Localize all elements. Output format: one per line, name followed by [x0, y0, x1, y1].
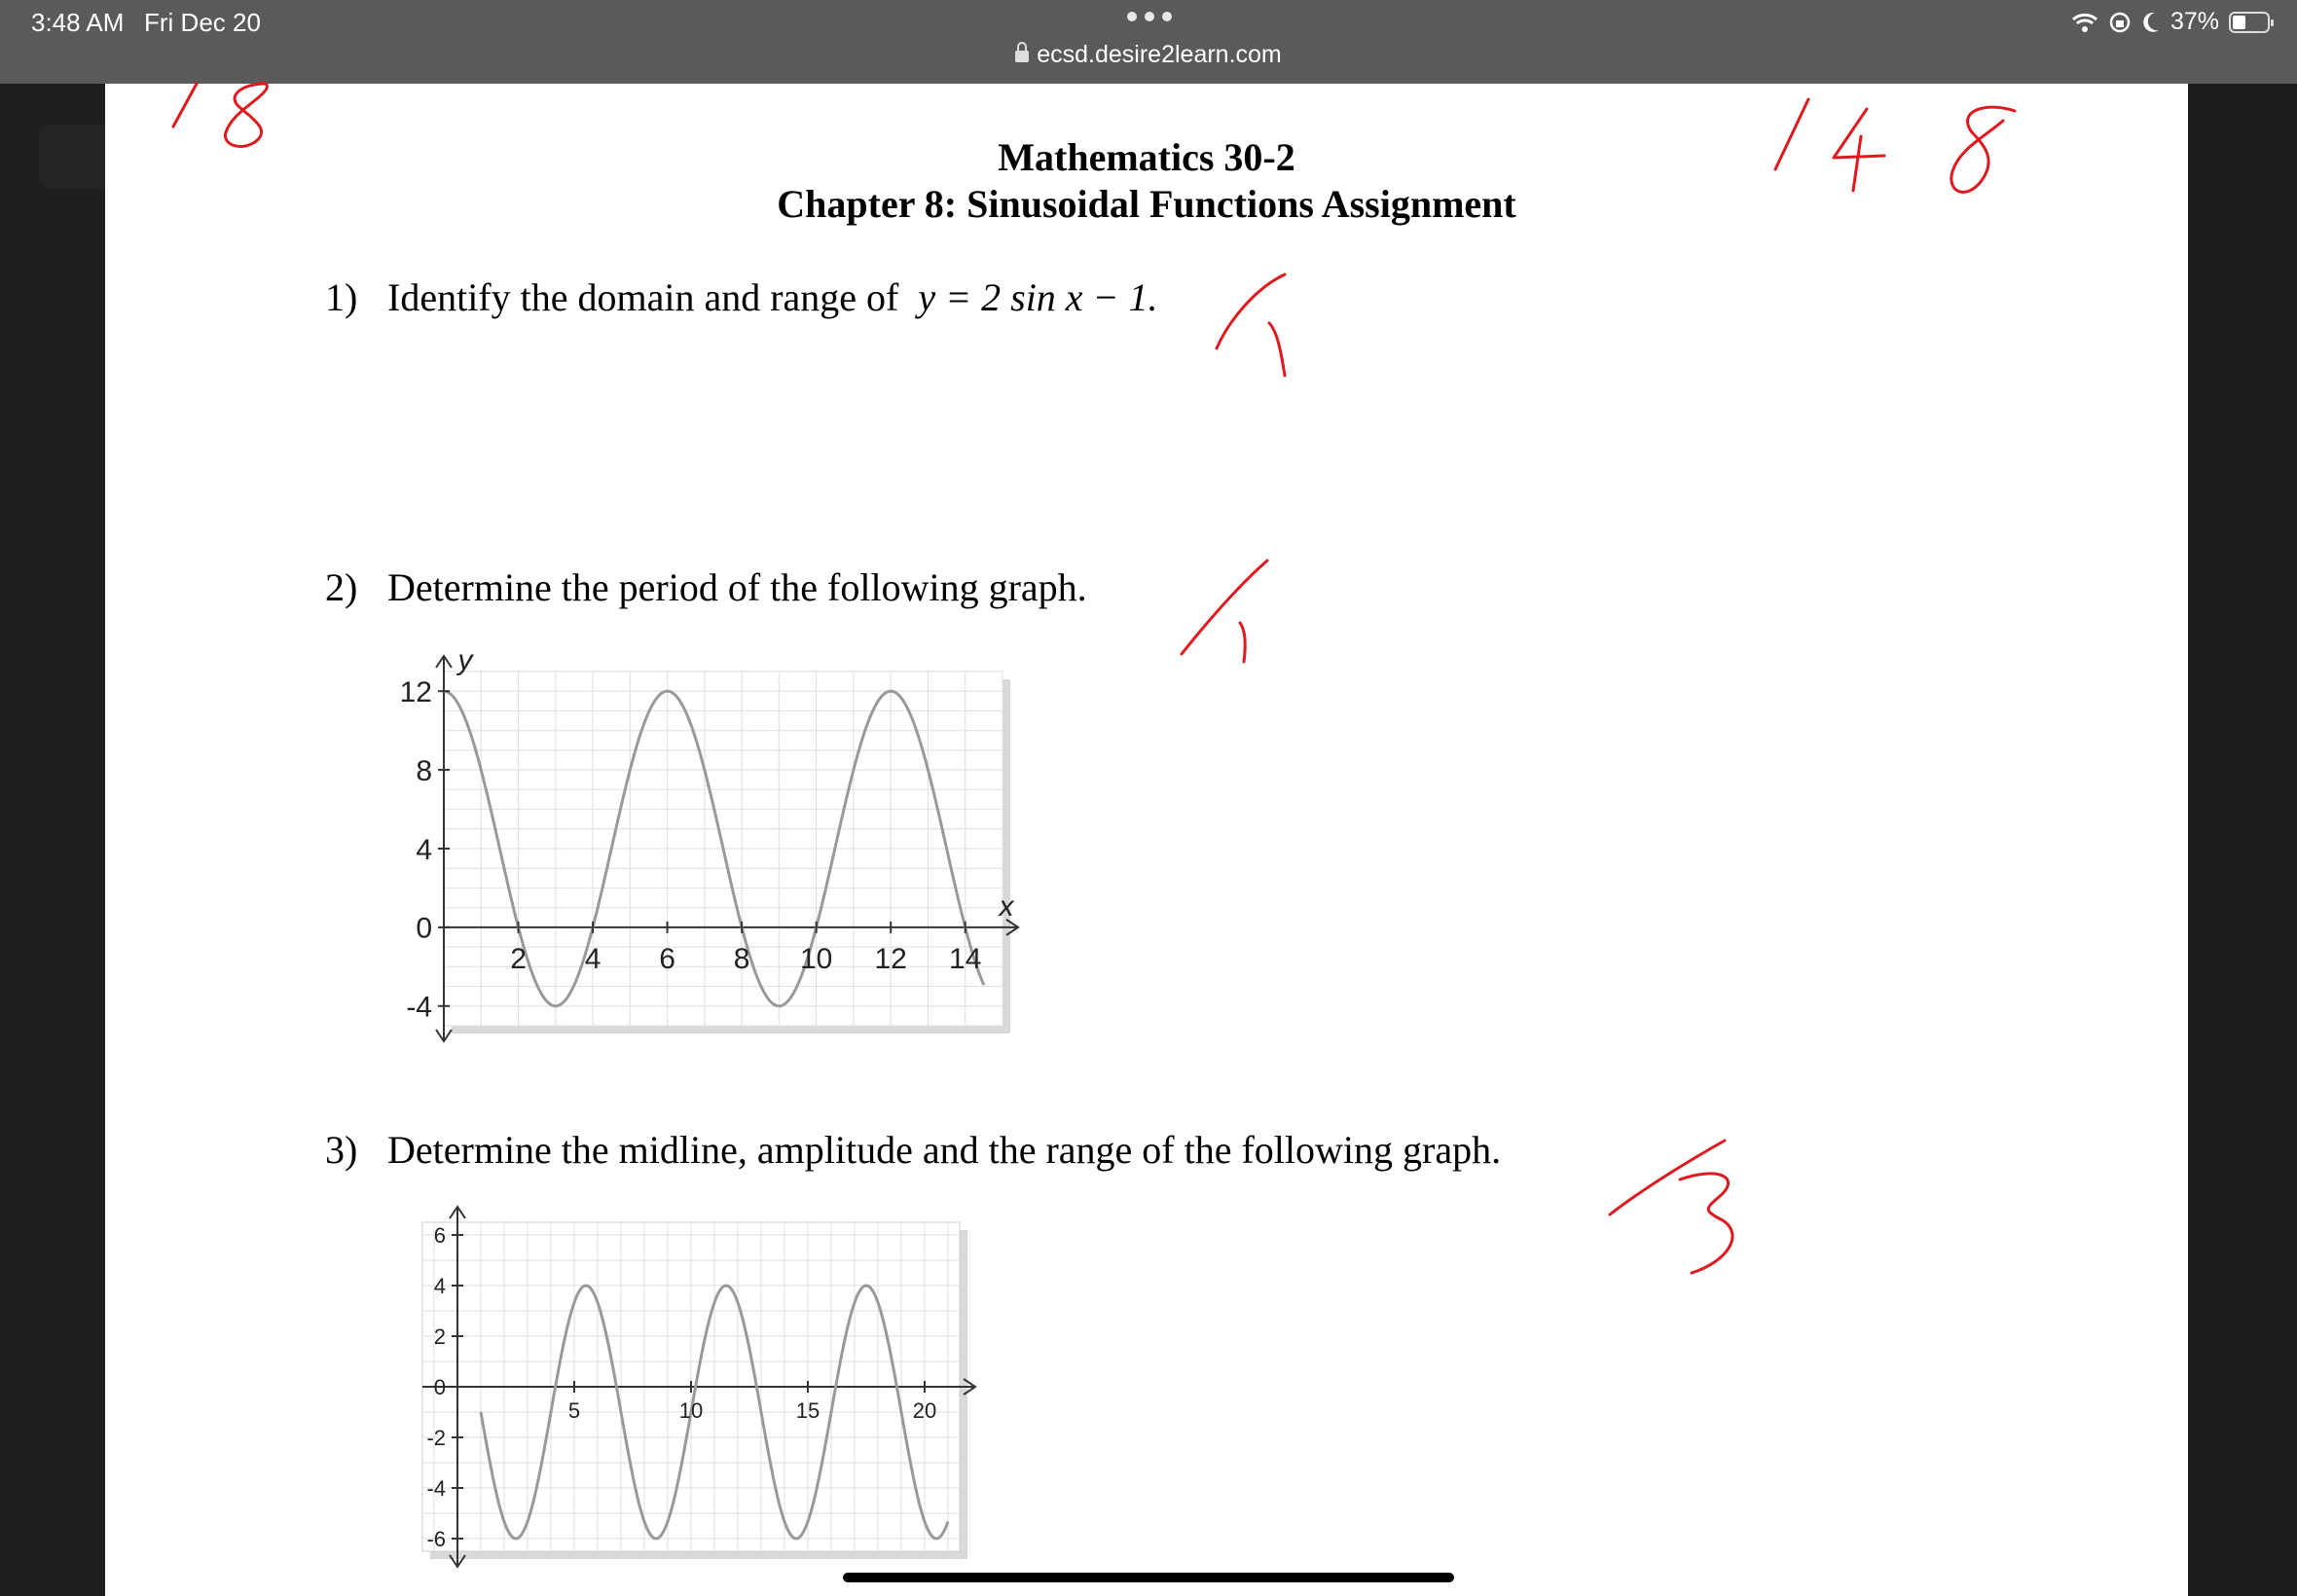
question-3 — [325, 1127, 1501, 1173]
battery-icon — [2229, 12, 2270, 33]
x-tick-label: 2 — [510, 942, 527, 975]
question-number: 2) — [325, 565, 358, 609]
y-tick-label: 4 — [416, 833, 432, 866]
battery-percent: 37% — [2169, 8, 2219, 35]
lock-rotation-icon — [2108, 11, 2132, 34]
x-tick-label: 10 — [799, 942, 833, 975]
question-1 — [325, 274, 1158, 320]
x-tick-label: 8 — [733, 942, 750, 975]
x-tick-label: 4 — [584, 942, 602, 975]
battery-level — [2233, 16, 2245, 29]
status-date: Fri Dec 20 — [144, 8, 261, 37]
y-tick-label: 8 — [416, 754, 432, 787]
period-graph — [370, 644, 1051, 1061]
x-tick-label: 5 — [567, 1398, 581, 1423]
question-text: Determine the midline, amplitude and the range of the following graph. — [387, 1128, 1502, 1172]
lock-icon — [1015, 51, 1029, 62]
x-tick-label: 10 — [678, 1398, 704, 1423]
x-axis-label: x — [999, 889, 1014, 923]
status-icons — [2071, 8, 2270, 36]
x-tick-label: 12 — [874, 942, 907, 975]
document-subtitle: Chapter 8: Sinusoidal Functions Assignment — [777, 182, 1516, 226]
url-text[interactable]: ecsd.desire2learn.com — [1037, 41, 1282, 68]
midline-graph — [370, 1207, 993, 1557]
x-tick-label: 6 — [659, 942, 675, 975]
y-tick-label: 4 — [433, 1273, 446, 1298]
status-bar — [0, 0, 2297, 84]
y-tick-label: -4 — [426, 1475, 446, 1501]
status-time: 3:48 AM — [31, 8, 125, 37]
question-2 — [325, 564, 1087, 610]
home-indicator[interactable] — [843, 1573, 1454, 1582]
document-title: Mathematics 30-2 — [998, 135, 1295, 179]
y-tick-label: 6 — [433, 1222, 446, 1248]
x-tick-label: 14 — [949, 942, 982, 975]
y-tick-label: 0 — [416, 912, 432, 945]
x-tick-label: 15 — [795, 1398, 820, 1423]
x-tick-label: 20 — [912, 1398, 937, 1423]
y-tick-label: -6 — [426, 1526, 446, 1551]
left-gutter — [0, 84, 105, 1596]
question-number: 1) — [325, 275, 358, 319]
question-text: Identify the domain and range of — [387, 275, 899, 319]
moon-icon — [2141, 11, 2161, 34]
question-expression: y = 2 sin x − 1. — [918, 275, 1158, 319]
y-tick-label: -4 — [406, 991, 432, 1024]
question-text: Determine the period of the following graph. — [387, 565, 1087, 609]
question-number: 3) — [325, 1128, 358, 1172]
y-tick-label: 12 — [399, 676, 432, 709]
y-tick-label: 2 — [433, 1324, 446, 1349]
wifi-icon — [2071, 12, 2098, 33]
y-tick-label: -2 — [426, 1425, 446, 1450]
address-bar[interactable] — [0, 41, 2297, 69]
y-tick-label: 0 — [433, 1374, 446, 1399]
multitasking-dots-icon[interactable] — [1127, 12, 1172, 21]
y-axis-label: y — [457, 644, 473, 676]
